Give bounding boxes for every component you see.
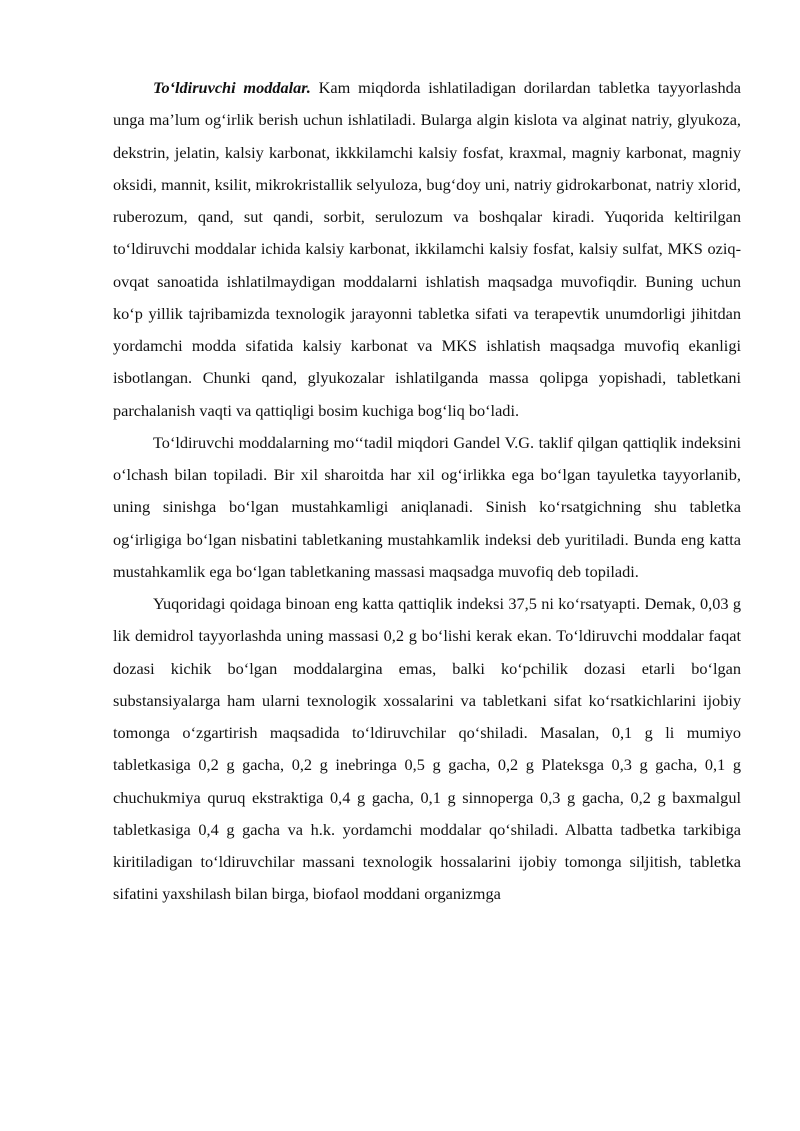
section-heading: To‘ldiruvchi moddalar. [153, 78, 311, 97]
paragraph-text: Kam miqdorda ishlatiladigan dorilardan tabletka tayyorlashda unga ma’lum og‘irlik berish uchun ishlatiladi. Bularga algin kislota va alginat natriy, glyukoza, dekstrin, jelatin, kalsiy karbonat, ikkkilamchi kalsiy fosfat, kraxmal, magniy karbonat, magniy oksidi, mannit, ksilit, mikrokristallik selyuloza, bug‘doy uni, natriy gidrokarbonat, natriy xlorid, ruberozum, qand, sut qandi, sorbit, serulozum va boshqalar kiradi. Yuqorida keltirilgan to‘ldiruvchi moddalar ichida kalsiy karbonat, ikkilamchi kalsiy fosfat, kalsiy sulfat, MKS oziq-ovqat sanoatida ishlatilmaydigan moddalarni ishlatish maqsadga muvofiqdir. Buning uchun ko‘p yillik tajribamizda texnologik jarayonni tabletka sifati va terapevtik unumdorligi jihitdan yordamchi modda sifatida kalsiy karbonat va MKS ishlatish maqsadga muvofiq ekanligi isbotlangan. Chunki qand, glyukozalar ishlatilganda massa qolipga yopishadi, tabletkani parchalanish vaqti va qattiqligi bosim kuchiga bog‘liq bo‘ladi. [113, 78, 742, 420]
document-body [113, 72, 741, 911]
paragraph-fillers-intro [113, 72, 741, 427]
paragraph-examples: Yuqoridagi qoidaga binoan eng katta qattiqlik indeksi 37,5 ni ko‘rsatyapti. Demak, 0,03 g lik demidrol tayyorlashda uning massasi 0,2 g bo‘lishi kerak ekan. To‘ldiruvchi moddalar faqat dozasi kichik bo‘lgan moddalargina emas, balki ko‘pchilik dozasi etarli bo‘lgan substansiyalarga ham ularni texnologik xossalarini va tabletkani sifat ko‘rsatkichlarini ijobiy tomonga o‘zgartirish maqsadida to‘ldiruvchilar qo‘shiladi. Masalan, 0,1 g li mumiyo tabletkasiga 0,2 g gacha, 0,2 g inebringa 0,5 g gacha, 0,2 g Plateksga 0,3 g gacha, 0,1 g chuchukmiya quruq ekstraktiga 0,4 g gacha, 0,1 g sinnoperga 0,3 g gacha, 0,2 g baxmalgul tabletkasiga 0,4 g gacha va h.k. yordamchi moddalar qo‘shiladi. Albatta tadbetka tarkibiga kiritiladigan to‘ldiruvchilar massani texnologik hossalarini ijobiy tomonga siljitish, tabletka sifatini yaxshilash bilan birga, biofaol moddani organizmga [113, 594, 741, 904]
paragraph-hardness-index: To‘ldiruvchi moddalarning mo‘‘tadil miqdori Gandel V.G. taklif qilgan qattiqlik indeksini o‘lchash bilan topiladi. Bir xil sharoitda har xil og‘irlikka ega bo‘lgan tayuletka tayyorlanib, uning sinishga bo‘lgan mustahkamligi aniqlanadi. Sinish ko‘rsatgichning shu tabletka og‘irligiga bo‘lgan nisbatini tabletkaning mustahkamlik indeksi deb yuritiladi. Bunda eng katta mustahkamlik ega bo‘lgan tabletkaning massasi maqsadga muvofiq deb topiladi. [113, 432, 741, 581]
